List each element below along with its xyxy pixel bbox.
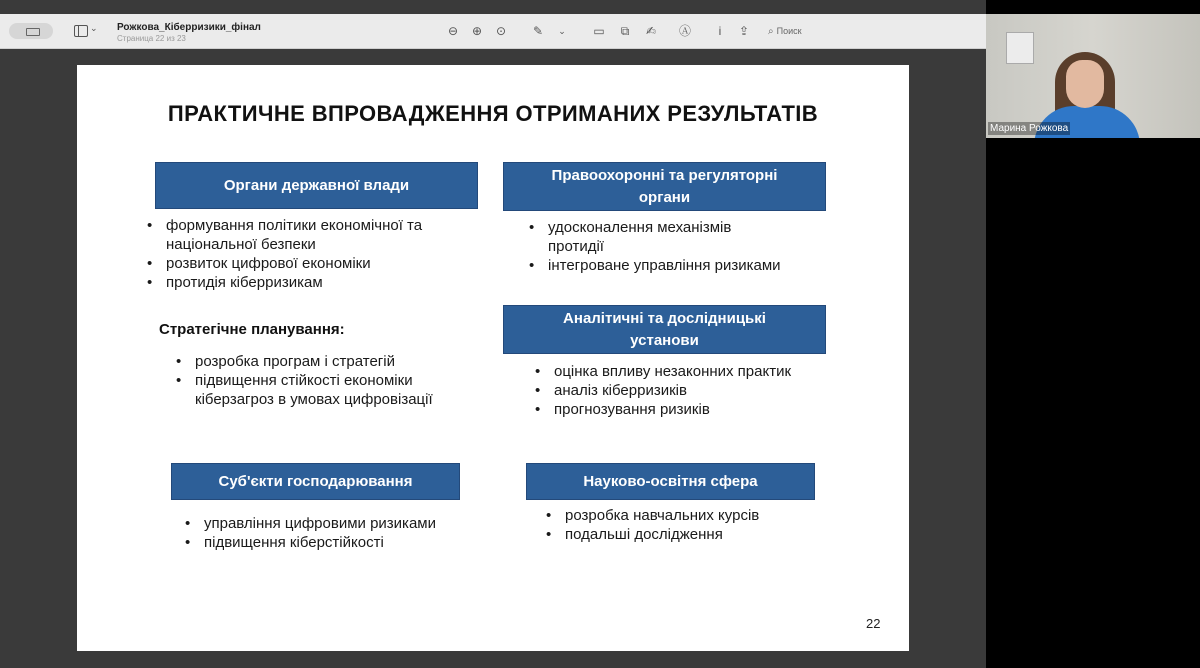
strategy-heading: Стратегічне планування: (159, 321, 345, 338)
list-item: • протидія кіберризикам (147, 273, 487, 292)
list-item: • подальші дослідження (546, 525, 786, 544)
analytic-list (535, 362, 795, 419)
slide-title: ПРАКТИЧНЕ ВПРОВАДЖЕННЯ ОТРИМАНИХ РЕЗУЛЬТАТІВ (167, 101, 819, 126)
list-item: • інтегроване управління ризиками (529, 256, 789, 275)
document-page-info: Страница 22 из 23 (117, 34, 186, 43)
slide-page-number: 22 (866, 616, 881, 631)
signature-icon[interactable]: ✍ (645, 24, 657, 38)
list-item: • формування політики економічної та національної безпеки (147, 216, 487, 254)
chevron-down-icon: ⌄ (90, 23, 98, 33)
box-analytic: Аналітичні та дослідницькі установи (503, 305, 826, 354)
list-item: • розробка програм і стратегій (176, 352, 476, 371)
zoom-fit-icon[interactable]: ⊙ (495, 24, 507, 38)
search-icon: ⌕ (768, 26, 774, 37)
document-title: Рожкова_Кіберризики_фінал (117, 22, 261, 33)
participant-face (1066, 60, 1104, 108)
sidebar-icon (74, 25, 88, 37)
box-law-enforcement: Правоохоронні та регуляторні органи (503, 162, 826, 211)
box-government: Органи державної влади (155, 162, 478, 209)
business-list (185, 514, 445, 552)
chevron-down-icon[interactable]: ⌄ (558, 26, 566, 36)
share-icon[interactable]: ⇪ (738, 24, 750, 38)
zoom-in-icon[interactable]: ⊕ (471, 24, 483, 38)
window-pill-button[interactable] (9, 23, 53, 39)
participant-video-tile[interactable] (986, 14, 1200, 138)
list-item: • розвиток цифрової економіки (147, 254, 487, 273)
government-list (147, 216, 487, 292)
list-item: • розробка навчальних курсів (546, 506, 786, 525)
search-field[interactable] (768, 23, 848, 39)
participant-name-label: Марина Рожкова (990, 123, 1069, 134)
textbox-icon[interactable]: ▭ (593, 24, 605, 38)
list-item: • прогнозування ризиків (535, 400, 795, 419)
list-item: • аналіз кіберризиків (535, 381, 795, 400)
sidebar-toggle-button[interactable] (74, 23, 100, 39)
viewer-toolbar (0, 14, 986, 49)
strategy-list (176, 352, 476, 409)
info-icon[interactable]: i (718, 24, 722, 38)
law-enforcement-list (529, 218, 789, 275)
markup-pen-icon[interactable]: ✎ (532, 24, 544, 38)
list-item: • удосконалення механізмів протидії (529, 218, 789, 256)
annotate-icon[interactable]: Ⓐ (678, 24, 691, 38)
science-list (546, 506, 786, 544)
list-item: • підвищення стійкості економіки кіберзагроз в умовах цифровізації (176, 371, 476, 409)
zoom-out-icon[interactable]: ⊖ (447, 24, 459, 38)
list-item: • управління цифровими ризиками (185, 514, 445, 533)
box-science: Науково-освітня сфера (526, 463, 815, 500)
list-item: • підвищення кіберстійкості (185, 533, 445, 552)
list-item: • оцінка впливу незаконних практик (535, 362, 795, 381)
search-label: Поиск (776, 26, 802, 36)
wall-paper-note (1006, 32, 1034, 64)
rotate-icon[interactable]: ⧉ (620, 24, 630, 38)
box-business: Суб'єкти господарювання (171, 463, 460, 500)
slide-page (77, 65, 909, 651)
